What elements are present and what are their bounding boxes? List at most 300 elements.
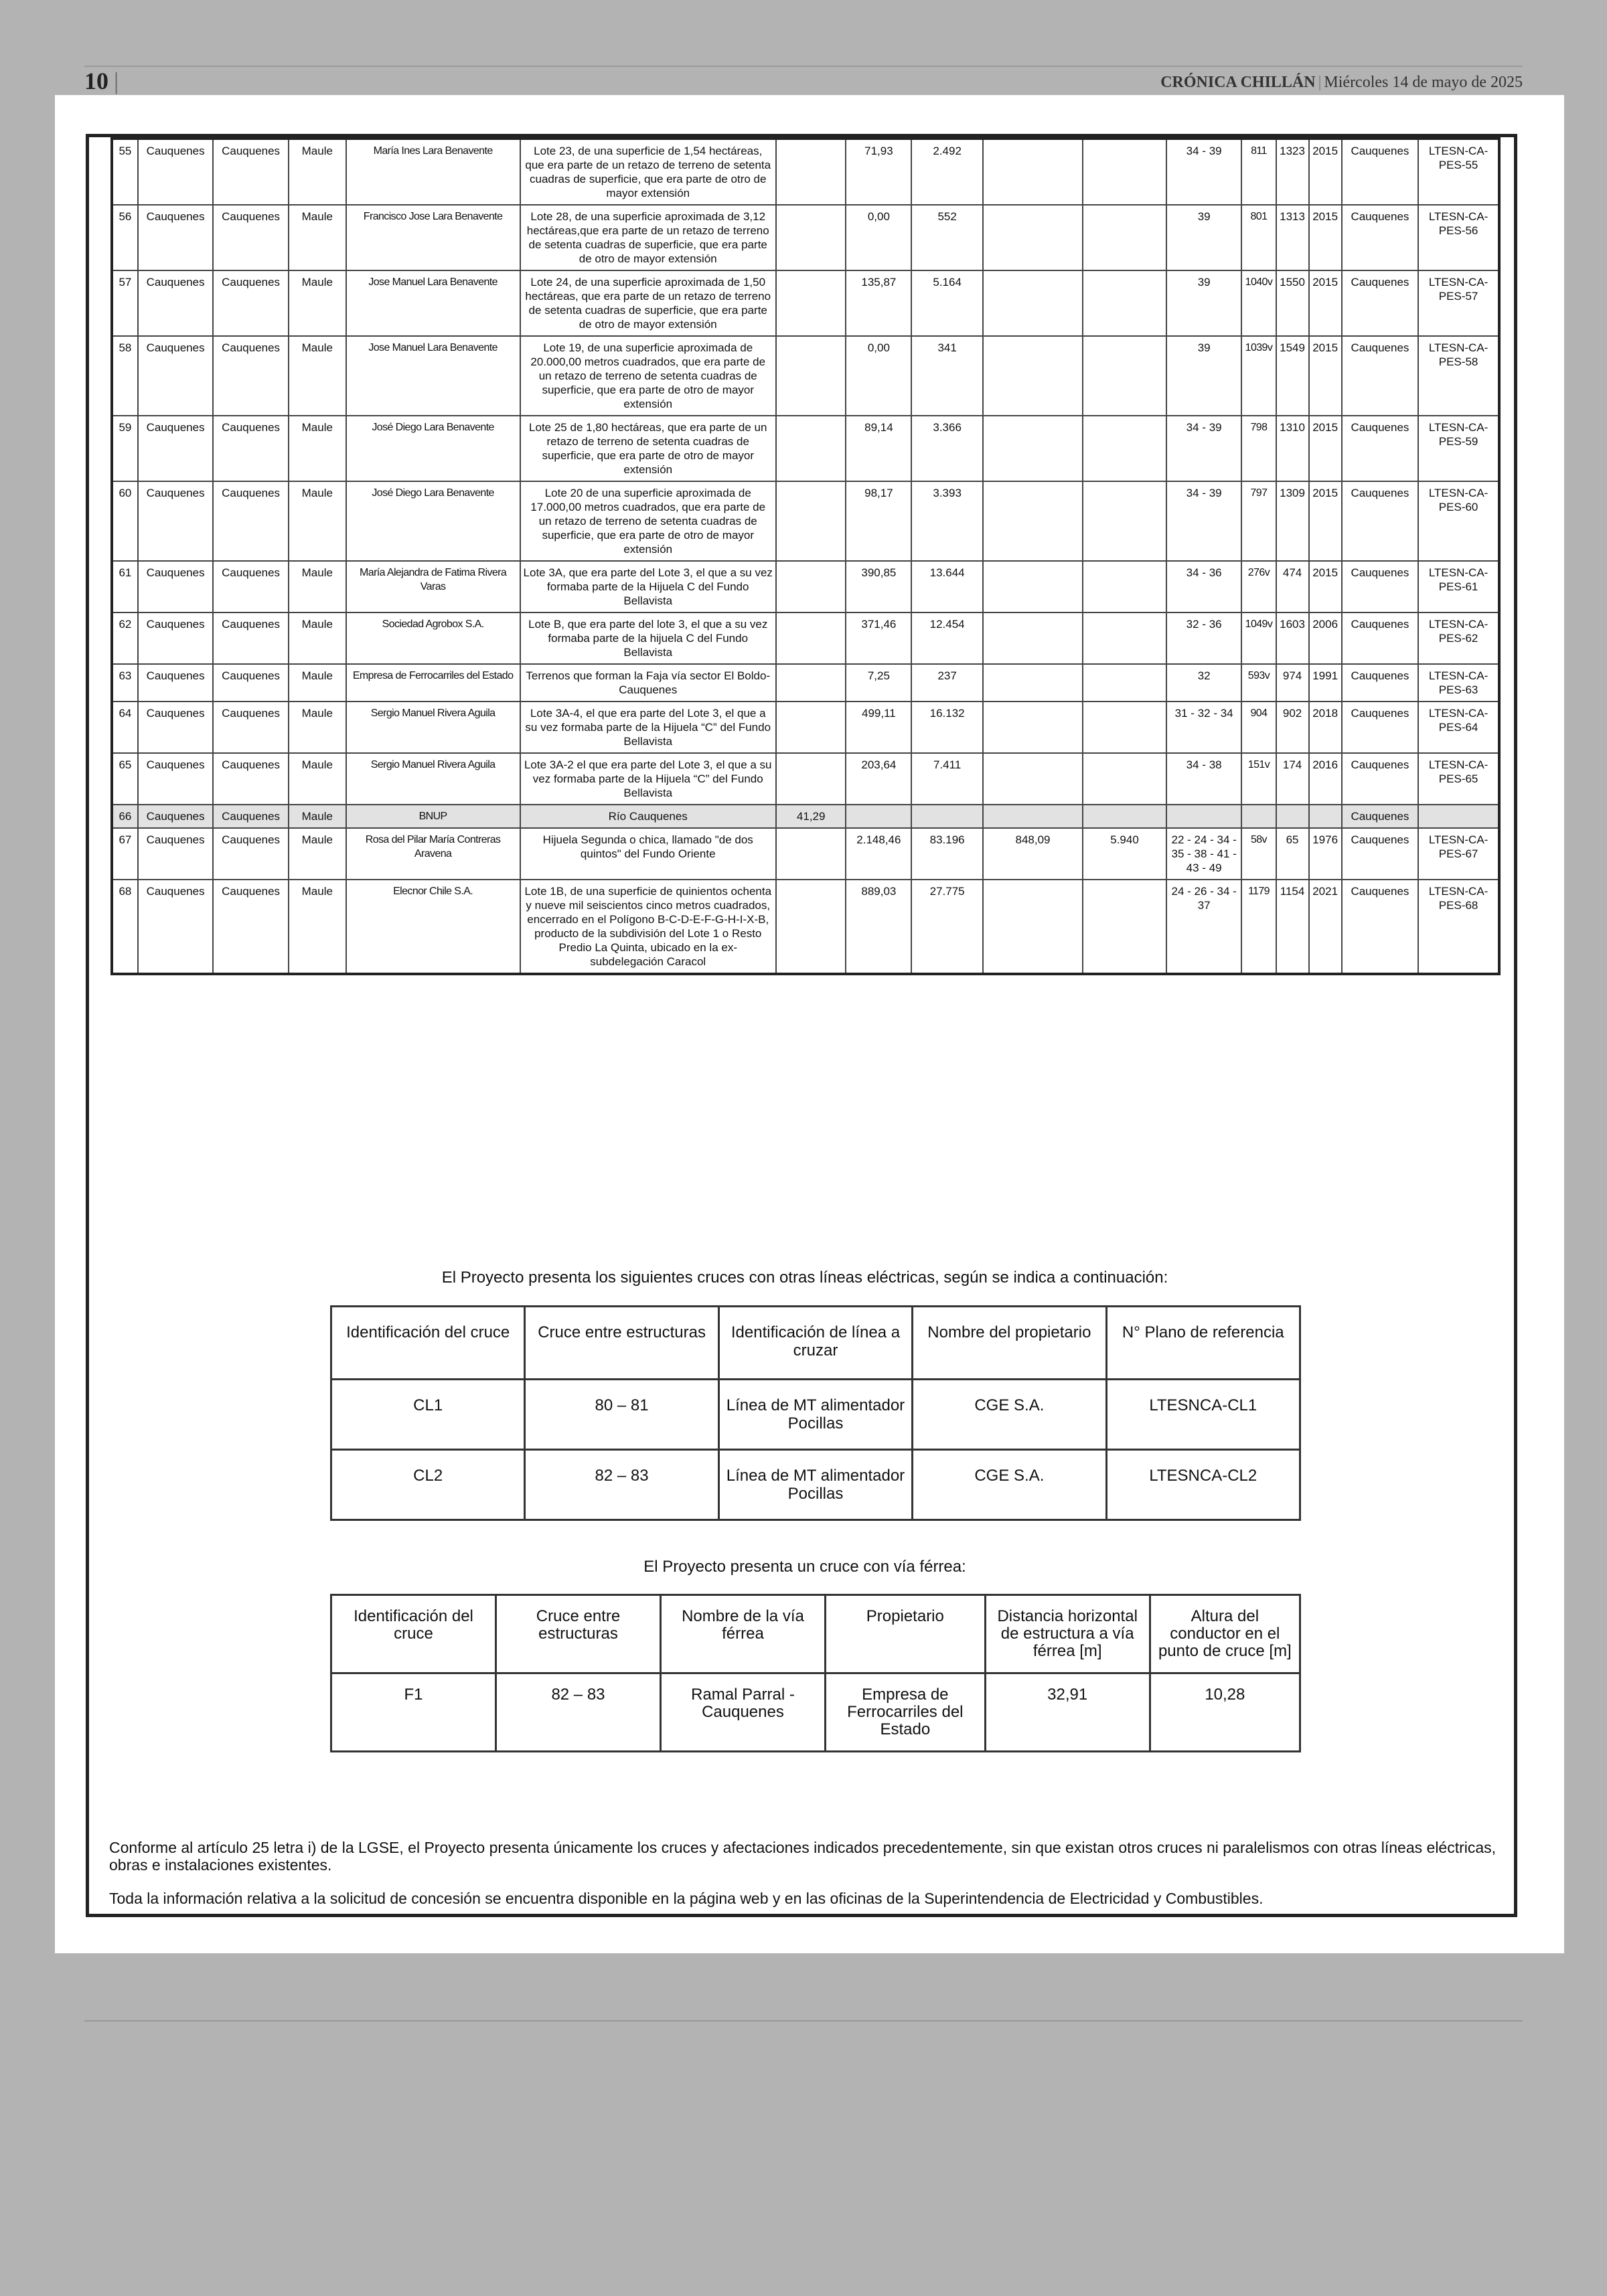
parcel-cell-region: Maule	[289, 612, 346, 664]
rail-header-cell: Altura del conductor en el punto de cruce [m]	[1150, 1595, 1300, 1673]
rail-intro: El Proyecto presenta un cruce con vía férrea:	[643, 1558, 966, 1576]
rail-crossing-table-body	[331, 1595, 1300, 1752]
parcel-cell-a1	[776, 753, 846, 805]
parcel-cell-c1: Cauquenes	[138, 139, 213, 205]
parcel-cell-year: 1976	[1309, 828, 1342, 880]
parcel-cell-plano: LTESN-CA-PES-68	[1418, 880, 1499, 974]
parcel-cell-num: 1309	[1276, 481, 1309, 561]
parcel-cell-year: 2015	[1309, 481, 1342, 561]
parcel-cell-fojas: 1179	[1241, 880, 1276, 974]
crossings-cell: CGE S.A.	[913, 1380, 1106, 1450]
parcel-cell-desc: Lote 20 de una superficie aproximada de 17.000,00 metros cuadrados, que era parte de un retazo de terreno de setenta cuadras de superficie, que era parte de otro de mayor extensión	[520, 481, 776, 561]
parcel-cell-struct: 34 - 36	[1166, 561, 1241, 612]
parcel-cell-fojas	[1241, 805, 1276, 828]
parcel-cell-struct: 31 - 32 - 34	[1166, 702, 1241, 753]
parcel-cell-c1: Cauquenes	[138, 702, 213, 753]
parcel-cell-desc: Lote 3A-2 el que era parte del Lote 3, el que a su vez formaba parte de la Hijuela “C” del Fundo Bellavista	[520, 753, 776, 805]
parcel-cell-a3: 3.393	[911, 481, 982, 561]
rail-crossing-table	[330, 1594, 1301, 1752]
parcel-cell-n: 56	[112, 205, 138, 270]
rail-cell: 32,91	[985, 1673, 1150, 1752]
parcel-row	[112, 664, 1499, 702]
parcel-cell-cbr: Cauquenes	[1342, 664, 1419, 702]
publication-name: CRÓNICA CHILLÁN	[1160, 74, 1316, 91]
parcel-cell-a5	[1083, 139, 1166, 205]
page-number: 10 |	[84, 68, 119, 94]
parcel-cell-struct: 34 - 39	[1166, 139, 1241, 205]
parcel-cell-desc: Lote 23, de una superficie de 1,54 hectáreas, que era parte de un retazo de terreno de setenta cuadras de superficie, que era parte de otro de mayor extensión	[520, 139, 776, 205]
parcel-cell-c2: Cauquenes	[213, 416, 288, 481]
parcel-cell-region: Maule	[289, 481, 346, 561]
parcel-cell-desc: Lote 24, de una superficie aproximada de 1,50 hectáreas, que era parte de un retazo de terreno de setenta cuadras de superficie, que era parte de otro de mayor extensión	[520, 270, 776, 336]
parcel-cell-a4	[983, 270, 1083, 336]
parcel-cell-a3: 7.411	[911, 753, 982, 805]
parcel-cell-num: 1313	[1276, 205, 1309, 270]
parcel-cell-fojas: 801	[1241, 205, 1276, 270]
parcel-cell-cbr: Cauquenes	[1342, 702, 1419, 753]
parcel-cell-a2: 390,85	[846, 561, 911, 612]
parcel-cell-cbr: Cauquenes	[1342, 481, 1419, 561]
parcel-row	[112, 139, 1499, 205]
parcel-cell-fojas: 797	[1241, 481, 1276, 561]
parcel-cell-num: 1154	[1276, 880, 1309, 974]
parcel-cell-c2: Cauquenes	[213, 805, 288, 828]
parcel-row	[112, 336, 1499, 416]
parcel-cell-c1: Cauquenes	[138, 205, 213, 270]
parcel-cell-a3: 237	[911, 664, 982, 702]
parcel-cell-a5	[1083, 481, 1166, 561]
parcel-cell-cbr: Cauquenes	[1342, 612, 1419, 664]
parcel-cell-a3: 12.454	[911, 612, 982, 664]
crossings-cell: Línea de MT alimentador Pocillas	[718, 1380, 912, 1450]
parcel-cell-fojas: 811	[1241, 139, 1276, 205]
parcel-cell-c1: Cauquenes	[138, 336, 213, 416]
parcel-cell-n: 64	[112, 702, 138, 753]
rail-header-cell: Cruce entre estructuras	[495, 1595, 660, 1673]
parcel-row	[112, 416, 1499, 481]
crossings-cell: 82 – 83	[525, 1450, 718, 1520]
parcel-cell-owner: Jose Manuel Lara Benavente	[346, 270, 520, 336]
parcel-cell-region: Maule	[289, 828, 346, 880]
parcel-cell-n: 55	[112, 139, 138, 205]
parcel-cell-plano: LTESN-CA-PES-63	[1418, 664, 1499, 702]
parcel-cell-struct	[1166, 805, 1241, 828]
parcel-cell-n: 65	[112, 753, 138, 805]
parcel-cell-owner: Sociedad Agrobox S.A.	[346, 612, 520, 664]
parcel-cell-region: Maule	[289, 702, 346, 753]
parcel-cell-a5	[1083, 702, 1166, 753]
parcel-cell-a4	[983, 664, 1083, 702]
parcel-cell-fojas: 58v	[1241, 828, 1276, 880]
parcel-cell-a4	[983, 481, 1083, 561]
parcel-cell-plano: LTESN-CA-PES-57	[1418, 270, 1499, 336]
parcel-cell-cbr: Cauquenes	[1342, 880, 1419, 974]
rail-row	[331, 1673, 1300, 1752]
parcel-cell-a3: 13.644	[911, 561, 982, 612]
parcel-cell-a1	[776, 336, 846, 416]
parcel-cell-owner: BNUP	[346, 805, 520, 828]
parcel-cell-a4	[983, 416, 1083, 481]
notice-frame	[86, 134, 1517, 1917]
parcel-cell-cbr: Cauquenes	[1342, 336, 1419, 416]
parcel-cell-owner: Elecnor Chile S.A.	[346, 880, 520, 974]
parcel-cell-a5	[1083, 805, 1166, 828]
page-bottom-rule	[84, 2020, 1523, 2022]
parcel-cell-fojas: 904	[1241, 702, 1276, 753]
parcel-cell-a5	[1083, 664, 1166, 702]
parcel-cell-fojas: 798	[1241, 416, 1276, 481]
parcel-cell-a3: 341	[911, 336, 982, 416]
parcel-cell-cbr: Cauquenes	[1342, 270, 1419, 336]
parcel-cell-a4	[983, 336, 1083, 416]
crossings-table	[330, 1305, 1301, 1521]
parcel-cell-a3: 27.775	[911, 880, 982, 974]
parcel-cell-year: 2015	[1309, 205, 1342, 270]
parcel-cell-struct: 39	[1166, 270, 1241, 336]
parcel-cell-a3: 16.132	[911, 702, 982, 753]
parcel-cell-a3: 5.164	[911, 270, 982, 336]
parcel-cell-c1: Cauquenes	[138, 828, 213, 880]
parcel-row	[112, 561, 1499, 612]
parcel-cell-a4	[983, 702, 1083, 753]
parcel-cell-num: 1323	[1276, 139, 1309, 205]
parcel-cell-a5	[1083, 753, 1166, 805]
parcel-cell-owner: Sergio Manuel Rivera Aguila	[346, 702, 520, 753]
parcel-row	[112, 612, 1499, 664]
parcel-cell-plano: LTESN-CA-PES-61	[1418, 561, 1499, 612]
crossings-header-cell: N° Plano de referencia	[1106, 1307, 1300, 1380]
crossings-cell: CL1	[331, 1380, 525, 1450]
parcel-cell-a2: 0,00	[846, 336, 911, 416]
parcel-cell-struct: 34 - 38	[1166, 753, 1241, 805]
parcel-cell-a5	[1083, 270, 1166, 336]
parcel-cell-a3: 83.196	[911, 828, 982, 880]
parcel-cell-desc: Lote 1B, de una superficie de quinientos ochenta y nueve mil seiscientos cinco metros cuadrados, encerrado en el Polígono B-C-D-E-F-G-H-I-X-B, producto de la subdivisión del Lote 1 o Resto Predio La Quinta, ubicado en la ex-subdelegación Caracol	[520, 880, 776, 974]
parcel-cell-a3	[911, 805, 982, 828]
parcel-cell-plano: LTESN-CA-PES-56	[1418, 205, 1499, 270]
parcel-cell-year: 2021	[1309, 880, 1342, 974]
parcels-table	[110, 137, 1501, 975]
parcel-cell-n: 61	[112, 561, 138, 612]
parcel-cell-fojas: 151v	[1241, 753, 1276, 805]
parcel-cell-owner: José Diego Lara Benavente	[346, 481, 520, 561]
parcel-cell-region: Maule	[289, 664, 346, 702]
parcel-cell-a1	[776, 139, 846, 205]
parcel-cell-c1: Cauquenes	[138, 270, 213, 336]
parcel-cell-a1	[776, 702, 846, 753]
parcel-cell-n: 62	[112, 612, 138, 664]
crossings-header-cell: Identificación de línea a cruzar	[718, 1307, 912, 1380]
rail-header-cell: Propietario	[825, 1595, 985, 1673]
parcel-cell-a2	[846, 805, 911, 828]
parcel-row	[112, 205, 1499, 270]
crossings-cell: CL2	[331, 1450, 525, 1520]
parcel-cell-c2: Cauquenes	[213, 828, 288, 880]
parcel-cell-a4	[983, 612, 1083, 664]
parcel-cell-region: Maule	[289, 270, 346, 336]
crossings-row	[331, 1450, 1300, 1520]
parcel-cell-n: 60	[112, 481, 138, 561]
parcel-cell-a5	[1083, 205, 1166, 270]
parcel-cell-c1: Cauquenes	[138, 561, 213, 612]
parcel-cell-num: 474	[1276, 561, 1309, 612]
parcel-cell-owner: José Diego Lara Benavente	[346, 416, 520, 481]
parcel-cell-c1: Cauquenes	[138, 880, 213, 974]
rail-cell: F1	[331, 1673, 496, 1752]
parcel-cell-num: 1550	[1276, 270, 1309, 336]
parcel-cell-fojas: 593v	[1241, 664, 1276, 702]
crossings-cell: LTESNCA-CL1	[1106, 1380, 1300, 1450]
crossings-header-cell: Cruce entre estructuras	[525, 1307, 718, 1380]
parcel-cell-c1: Cauquenes	[138, 416, 213, 481]
parcel-cell-c2: Cauquenes	[213, 205, 288, 270]
parcel-cell-num: 174	[1276, 753, 1309, 805]
parcel-cell-cbr: Cauquenes	[1342, 139, 1419, 205]
parcel-cell-year: 2018	[1309, 702, 1342, 753]
parcel-cell-n: 66	[112, 805, 138, 828]
parcel-cell-region: Maule	[289, 416, 346, 481]
parcel-cell-region: Maule	[289, 805, 346, 828]
parcel-cell-n: 59	[112, 416, 138, 481]
parcel-row	[112, 702, 1499, 753]
parcel-cell-desc: Lote B, que era parte del lote 3, el que a su vez formaba parte de la hijuela C del Fundo Bellavista	[520, 612, 776, 664]
parcel-cell-a3: 3.366	[911, 416, 982, 481]
parcel-cell-c2: Cauquenes	[213, 481, 288, 561]
rail-cell: 10,28	[1150, 1673, 1300, 1752]
parcel-cell-a4	[983, 880, 1083, 974]
parcel-cell-plano: LTESN-CA-PES-60	[1418, 481, 1499, 561]
parcel-cell-struct: 32	[1166, 664, 1241, 702]
parcel-row	[112, 805, 1499, 828]
parcel-cell-struct: 24 - 26 - 34 - 37	[1166, 880, 1241, 974]
parcel-cell-n: 63	[112, 664, 138, 702]
parcel-cell-struct: 39	[1166, 205, 1241, 270]
parcel-cell-plano: LTESN-CA-PES-55	[1418, 139, 1499, 205]
parcel-cell-a4	[983, 561, 1083, 612]
parcel-cell-a1	[776, 205, 846, 270]
parcel-cell-num: 1310	[1276, 416, 1309, 481]
header-rule-top	[84, 66, 1523, 67]
parcel-cell-struct: 34 - 39	[1166, 416, 1241, 481]
rail-cell: Ramal Parral - Cauquenes	[660, 1673, 825, 1752]
parcel-cell-a5	[1083, 880, 1166, 974]
parcel-cell-num: 1603	[1276, 612, 1309, 664]
parcel-cell-a2: 499,11	[846, 702, 911, 753]
parcel-cell-a4	[983, 805, 1083, 828]
parcel-cell-year: 2015	[1309, 270, 1342, 336]
parcel-cell-n: 67	[112, 828, 138, 880]
parcel-cell-a1	[776, 880, 846, 974]
parcel-cell-a1	[776, 481, 846, 561]
issue-date: Miércoles 14 de mayo de 2025	[1324, 74, 1523, 91]
parcel-cell-c2: Cauquenes	[213, 336, 288, 416]
parcel-cell-plano: LTESN-CA-PES-67	[1418, 828, 1499, 880]
lgse-paragraph: Conforme al artículo 25 letra i) de la LGSE, el Proyecto presenta únicamente los cruces y afectaciones indicados precedentemente, sin que existan otros cruces ni paralelismos con otras líneas eléctricas, obras e instalaciones existentes.	[109, 1839, 1497, 1874]
parcel-cell-a5: 5.940	[1083, 828, 1166, 880]
parcel-cell-a3: 552	[911, 205, 982, 270]
parcel-cell-num: 65	[1276, 828, 1309, 880]
parcel-cell-fojas: 276v	[1241, 561, 1276, 612]
parcel-cell-year: 2015	[1309, 139, 1342, 205]
parcels-table-body	[112, 139, 1499, 974]
crossings-table-body	[331, 1307, 1300, 1520]
rail-cell: 82 – 83	[495, 1673, 660, 1752]
parcel-cell-region: Maule	[289, 561, 346, 612]
parcel-cell-c2: Cauquenes	[213, 561, 288, 612]
parcel-cell-plano	[1418, 805, 1499, 828]
parcel-cell-struct: 34 - 39	[1166, 481, 1241, 561]
crossings-cell: 80 – 81	[525, 1380, 718, 1450]
parcel-cell-plano: LTESN-CA-PES-65	[1418, 753, 1499, 805]
parcel-cell-a4	[983, 205, 1083, 270]
parcel-cell-a2: 89,14	[846, 416, 911, 481]
crossings-cell: LTESNCA-CL2	[1106, 1450, 1300, 1520]
parcel-cell-region: Maule	[289, 205, 346, 270]
parcel-cell-cbr: Cauquenes	[1342, 753, 1419, 805]
newspaper-page	[55, 95, 1564, 1953]
parcel-cell-a2: 98,17	[846, 481, 911, 561]
parcel-cell-a2: 889,03	[846, 880, 911, 974]
parcel-cell-n: 58	[112, 336, 138, 416]
parcel-cell-c2: Cauquenes	[213, 612, 288, 664]
parcel-cell-a4	[983, 139, 1083, 205]
parcel-cell-c1: Cauquenes	[138, 481, 213, 561]
parcel-row	[112, 880, 1499, 974]
parcel-cell-c1: Cauquenes	[138, 805, 213, 828]
parcel-cell-a2: 2.148,46	[846, 828, 911, 880]
rail-cell: Empresa de Ferrocarriles del Estado	[825, 1673, 985, 1752]
parcel-row	[112, 270, 1499, 336]
parcel-cell-year: 2015	[1309, 561, 1342, 612]
parcel-cell-desc: Lote 3A, que era parte del Lote 3, el que a su vez formaba parte de la Hijuela C del Fundo Bellavista	[520, 561, 776, 612]
parcel-cell-c2: Cauquenes	[213, 702, 288, 753]
parcel-cell-a1	[776, 561, 846, 612]
parcel-cell-plano: LTESN-CA-PES-58	[1418, 336, 1499, 416]
parcel-cell-year: 1991	[1309, 664, 1342, 702]
rail-header-cell: Distancia horizontal de estructura a vía férrea [m]	[985, 1595, 1150, 1673]
parcel-cell-c1: Cauquenes	[138, 753, 213, 805]
parcel-cell-desc: Lote 3A-4, el que era parte del Lote 3, el que a su vez formaba parte de la Hijuela “C” del Fundo Bellavista	[520, 702, 776, 753]
parcel-cell-struct: 39	[1166, 336, 1241, 416]
parcel-cell-a2: 203,64	[846, 753, 911, 805]
parcel-cell-region: Maule	[289, 753, 346, 805]
parcel-cell-a5	[1083, 416, 1166, 481]
parcel-cell-a4	[983, 753, 1083, 805]
parcel-cell-region: Maule	[289, 880, 346, 974]
parcel-cell-desc: Hijuela Segunda o chica, llamado "de dos quintos" del Fundo Oriente	[520, 828, 776, 880]
parcel-cell-owner: Jose Manuel Lara Benavente	[346, 336, 520, 416]
parcel-cell-a2: 71,93	[846, 139, 911, 205]
parcel-cell-a2: 7,25	[846, 664, 911, 702]
crossings-cell: Línea de MT alimentador Pocillas	[718, 1450, 912, 1520]
crossings-header-row	[331, 1307, 1300, 1380]
parcel-cell-c2: Cauquenes	[213, 139, 288, 205]
parcel-cell-owner: Empresa de Ferrocarriles del Estado	[346, 664, 520, 702]
parcel-row	[112, 828, 1499, 880]
crossings-header-cell: Nombre del propietario	[913, 1307, 1106, 1380]
parcel-cell-a1	[776, 664, 846, 702]
parcel-cell-owner: María Ines Lara Benavente	[346, 139, 520, 205]
parcel-cell-owner: Sergio Manuel Rivera Aguila	[346, 753, 520, 805]
parcel-cell-a2: 0,00	[846, 205, 911, 270]
parcel-cell-plano: LTESN-CA-PES-59	[1418, 416, 1499, 481]
parcel-cell-desc: Lote 25 de 1,80 hectáreas, que era parte de un retazo de terreno de setenta cuadras de superficie, que era parte de otro de mayor extensión	[520, 416, 776, 481]
parcel-cell-c2: Cauquenes	[213, 753, 288, 805]
parcel-cell-fojas: 1049v	[1241, 612, 1276, 664]
parcel-cell-year	[1309, 805, 1342, 828]
parcel-cell-year: 2016	[1309, 753, 1342, 805]
parcel-cell-struct: 22 - 24 - 34 - 35 - 38 - 41 - 43 - 49	[1166, 828, 1241, 880]
parcel-cell-a1	[776, 612, 846, 664]
parcel-row	[112, 481, 1499, 561]
parcel-cell-cbr: Cauquenes	[1342, 828, 1419, 880]
parcel-cell-num: 1549	[1276, 336, 1309, 416]
crossings-row	[331, 1380, 1300, 1450]
parcel-cell-owner: María Alejandra de Fatima Rivera Varas	[346, 561, 520, 612]
parcel-cell-desc: Lote 28, de una superficie aproximada de 3,12 hectáreas,que era parte de un retazo de terreno de setenta cuadras de superficie, que era parte de otro de mayor extensión	[520, 205, 776, 270]
parcel-cell-c2: Cauquenes	[213, 270, 288, 336]
parcel-cell-num: 902	[1276, 702, 1309, 753]
parcel-cell-region: Maule	[289, 336, 346, 416]
parcel-cell-c1: Cauquenes	[138, 664, 213, 702]
parcel-cell-n: 68	[112, 880, 138, 974]
parcel-cell-year: 2015	[1309, 336, 1342, 416]
parcel-cell-region: Maule	[289, 139, 346, 205]
parcel-cell-a1: 41,29	[776, 805, 846, 828]
parcel-cell-desc: Terrenos que forman la Faja vía sector El Boldo- Cauquenes	[520, 664, 776, 702]
parcel-cell-struct: 32 - 36	[1166, 612, 1241, 664]
parcel-cell-num	[1276, 805, 1309, 828]
parcel-row	[112, 753, 1499, 805]
parcel-cell-c1: Cauquenes	[138, 612, 213, 664]
availability-paragraph: Toda la información relativa a la solicitud de concesión se encuentra disponible en la página web y en las oficinas de la Superintendencia de Electricidad y Combustibles.	[109, 1890, 1264, 1907]
masthead: CRÓNICA CHILLÁN | Miércoles 14 de mayo de 2025	[1160, 74, 1523, 91]
parcel-cell-a1	[776, 828, 846, 880]
rail-header-row	[331, 1595, 1300, 1673]
crossings-header-cell: Identificación del cruce	[331, 1307, 525, 1380]
parcel-cell-c2: Cauquenes	[213, 664, 288, 702]
parcel-cell-a2: 135,87	[846, 270, 911, 336]
parcel-cell-cbr: Cauquenes	[1342, 205, 1419, 270]
parcel-cell-year: 2015	[1309, 416, 1342, 481]
parcel-cell-num: 974	[1276, 664, 1309, 702]
parcel-cell-owner: Francisco Jose Lara Benavente	[346, 205, 520, 270]
parcel-cell-a5	[1083, 561, 1166, 612]
parcel-cell-plano: LTESN-CA-PES-64	[1418, 702, 1499, 753]
parcel-cell-a5	[1083, 336, 1166, 416]
crossings-intro: El Proyecto presenta los siguientes cruces con otras líneas eléctricas, según se indica a continuación:	[441, 1268, 1168, 1287]
parcel-cell-year: 2006	[1309, 612, 1342, 664]
parcel-cell-fojas: 1040v	[1241, 270, 1276, 336]
rail-header-cell: Nombre de la vía férrea	[660, 1595, 825, 1673]
parcel-cell-cbr: Cauquenes	[1342, 805, 1419, 828]
parcel-cell-a4: 848,09	[983, 828, 1083, 880]
parcel-cell-fojas: 1039v	[1241, 336, 1276, 416]
parcel-cell-desc: Río Cauquenes	[520, 805, 776, 828]
rail-header-cell: Identificación del cruce	[331, 1595, 496, 1673]
parcel-cell-a2: 371,46	[846, 612, 911, 664]
parcel-cell-c2: Cauquenes	[213, 880, 288, 974]
parcel-cell-a1	[776, 416, 846, 481]
parcel-cell-a3: 2.492	[911, 139, 982, 205]
parcel-cell-owner: Rosa del Pilar María Contreras Aravena	[346, 828, 520, 880]
parcel-cell-a5	[1083, 612, 1166, 664]
parcel-cell-a1	[776, 270, 846, 336]
parcel-cell-plano: LTESN-CA-PES-62	[1418, 612, 1499, 664]
parcel-cell-cbr: Cauquenes	[1342, 416, 1419, 481]
crossings-cell: CGE S.A.	[913, 1450, 1106, 1520]
parcel-cell-n: 57	[112, 270, 138, 336]
